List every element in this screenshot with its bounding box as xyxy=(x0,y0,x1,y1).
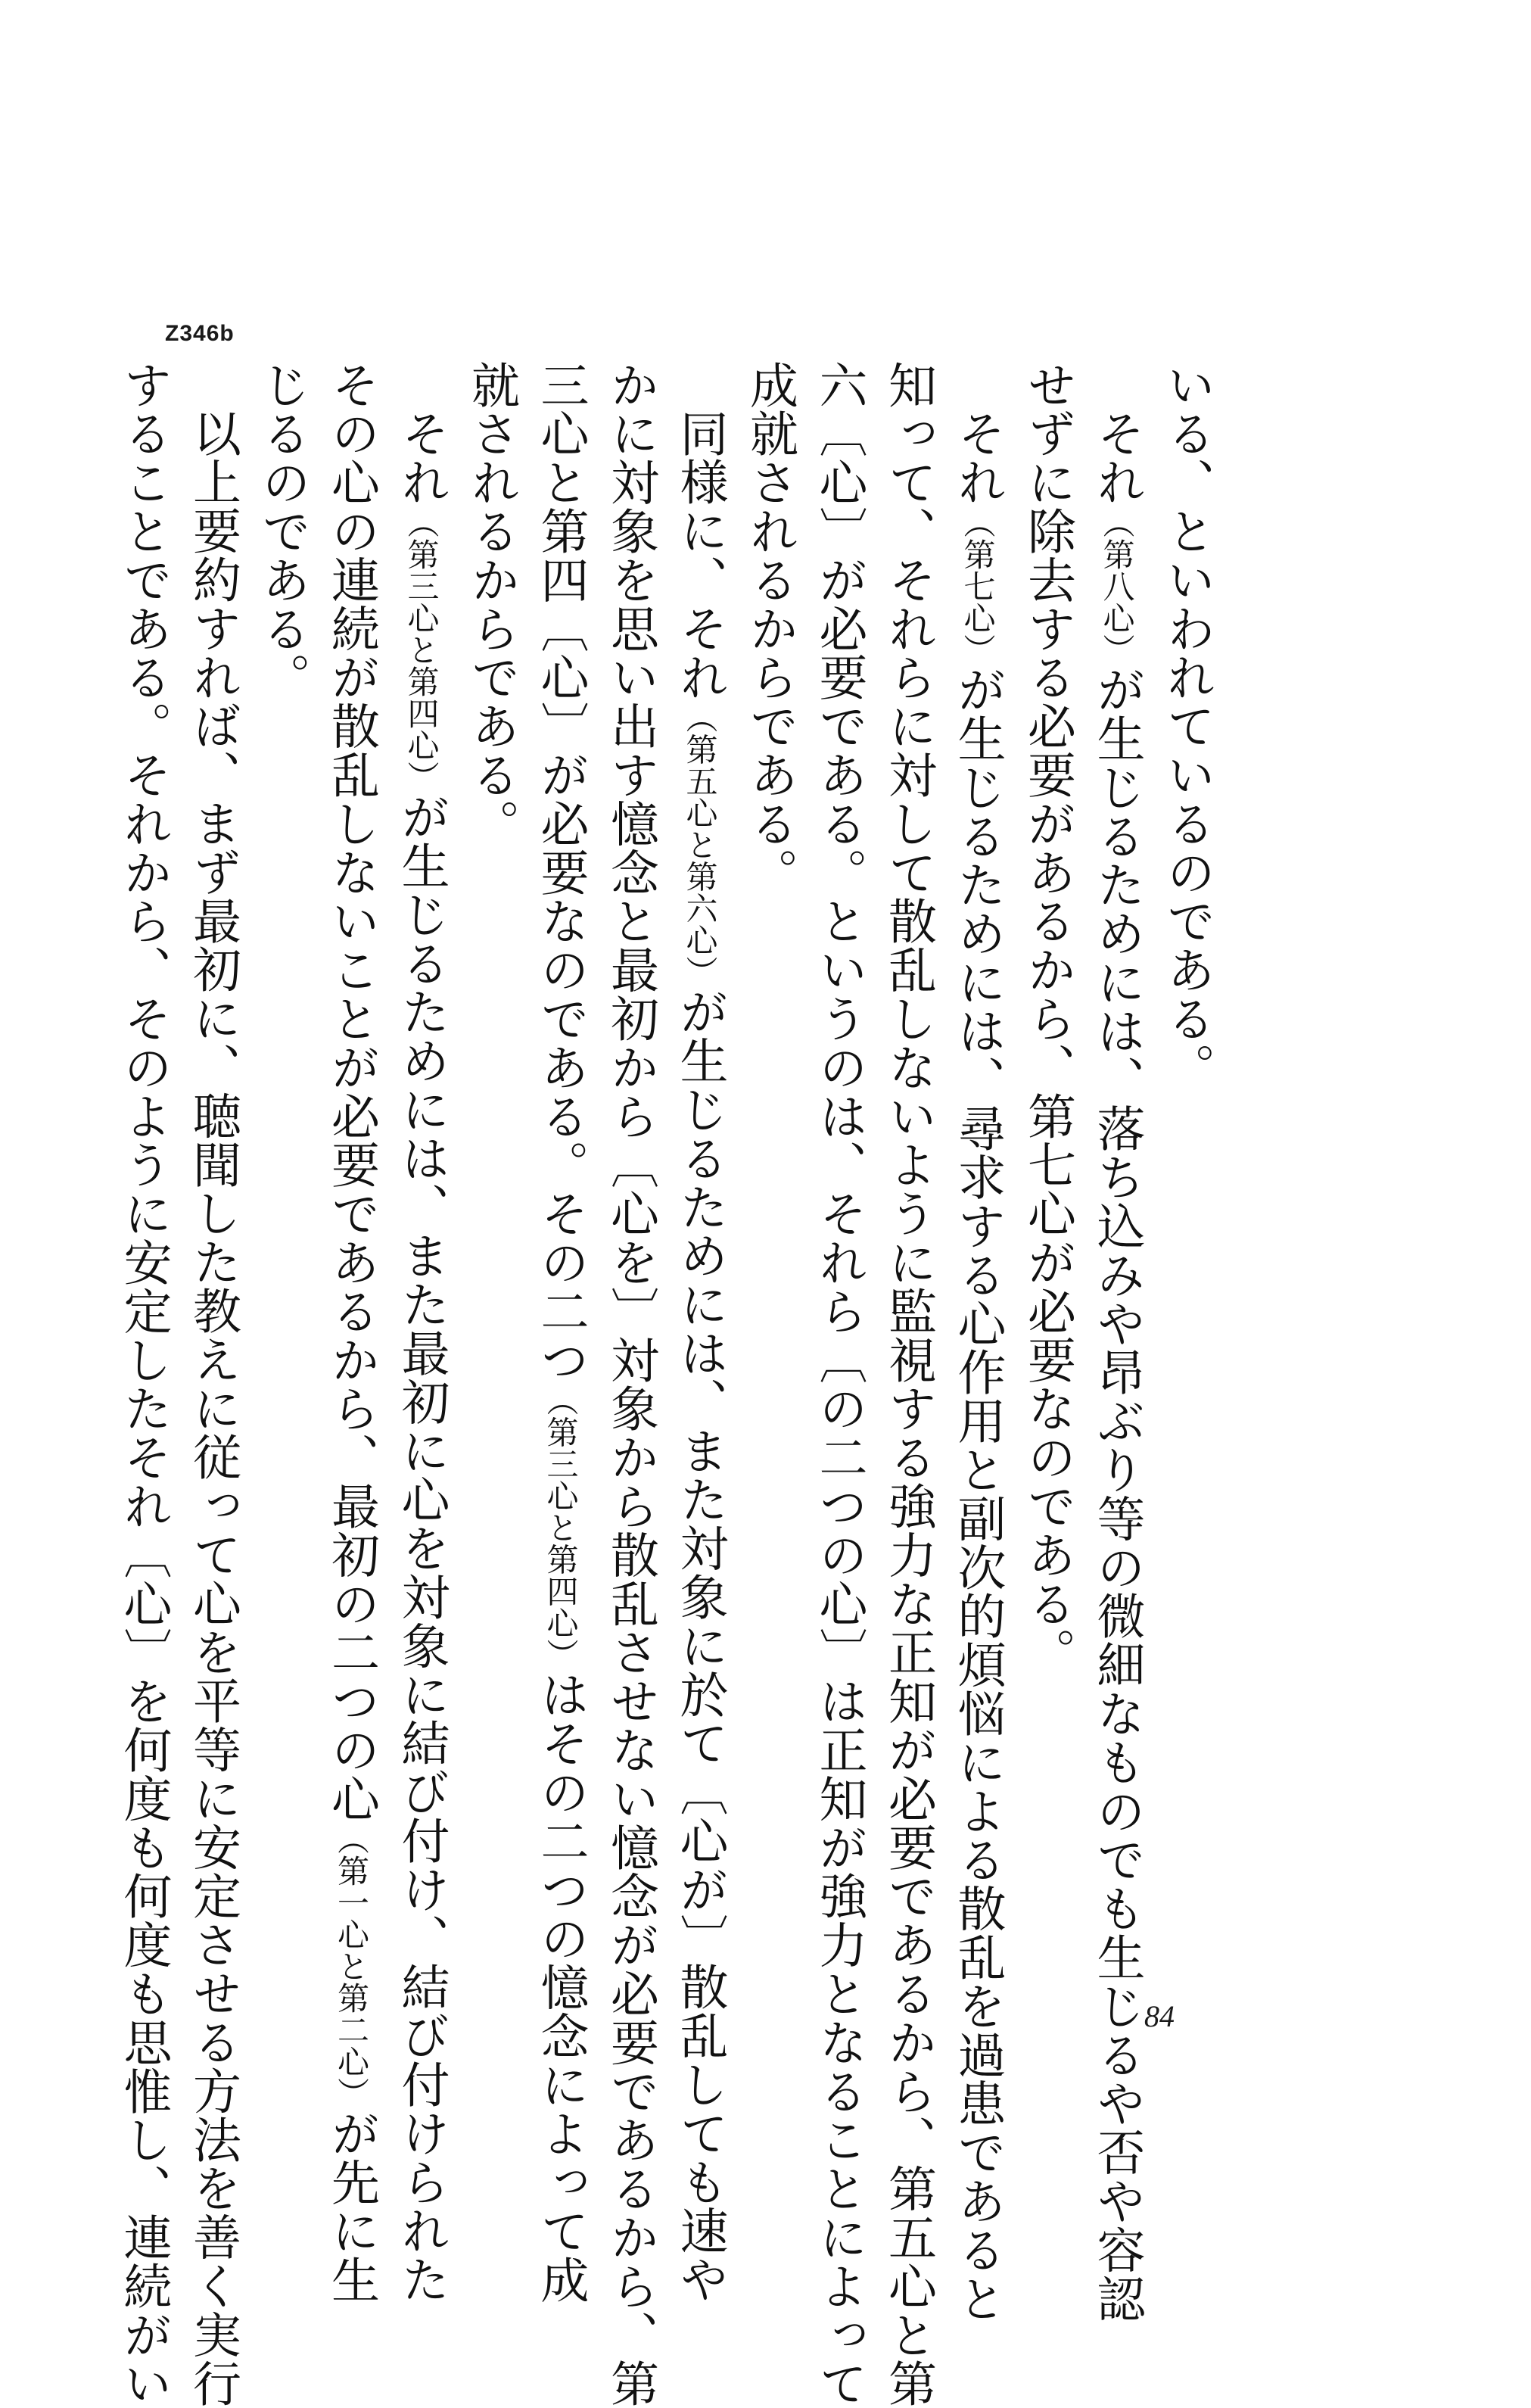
text-line: じるのである。 xyxy=(254,360,310,702)
annotation-note: （第三心と第四心） xyxy=(542,1384,580,1671)
annotation-note: （第七心） xyxy=(959,506,997,665)
text-line: 就されるからである。 xyxy=(463,360,519,848)
reference-label: Z346b xyxy=(165,321,235,346)
text-line: 同様に、それ（第五心と第六心）が生じるためには、また対象に於て〔心が〕散乱しても速や xyxy=(671,409,728,2304)
text-line: 成就されるからである。 xyxy=(742,360,798,897)
text-line: それ（第八心）が生じるためには、落ち込みや昂ぶり等の微細なものでも生じるや否や容認 xyxy=(1088,409,1145,2323)
annotation-note: （第三心と第四心） xyxy=(403,506,440,793)
text-line: かに対象を思い出す憶念と最初から〔心を〕対象から散乱させない憶念が必要であるから、第 xyxy=(602,360,658,2408)
text-line: 三心と第四〔心〕が必要なのである。その二つ（第三心と第四心）はその二つの憶念によって成 xyxy=(532,360,589,2304)
text-line: することである。それから、そのように安定したそれ〔心〕を何度も何度も思惟し、連続がい xyxy=(115,360,172,2408)
annotation-note: （第五心と第六心） xyxy=(681,701,719,988)
annotation-note: （第一心と第二心） xyxy=(333,1823,370,2110)
text-line: 六〔心〕が必要である。というのは、それら〔の二つの心〕は正知が強力となることによって xyxy=(811,360,867,2408)
text-line: それ（第七心）が生じるためには、尋求する心作用と副次的煩悩による散乱を過患であると xyxy=(949,409,1006,2323)
text-line: 以上要約すれば、まず最初に、聴聞した教えに従って心を平等に安定させる方法を善く実行 xyxy=(185,409,241,2408)
text-line: いる、といわれているのである。 xyxy=(1159,360,1215,1092)
text-line: 知って、それらに対して散乱しないように監視する強力な正知が必要であるから、第五心と第 xyxy=(880,360,936,2408)
annotation-note: （第八心） xyxy=(1098,506,1136,665)
text-line: それ（第三心と第四心）が生じるためには、また最初に心を対象に結び付け、結び付けられた xyxy=(393,409,450,2304)
text-line: その心の連続が散乱しないことが必要であるから、最初の二つの心（第一心と第二心）が先に生 xyxy=(323,360,379,2304)
text-line: せずに除去する必要があるから、第七心が必要なのである。 xyxy=(1019,360,1075,1677)
page-number: 84 xyxy=(1144,1999,1175,2033)
